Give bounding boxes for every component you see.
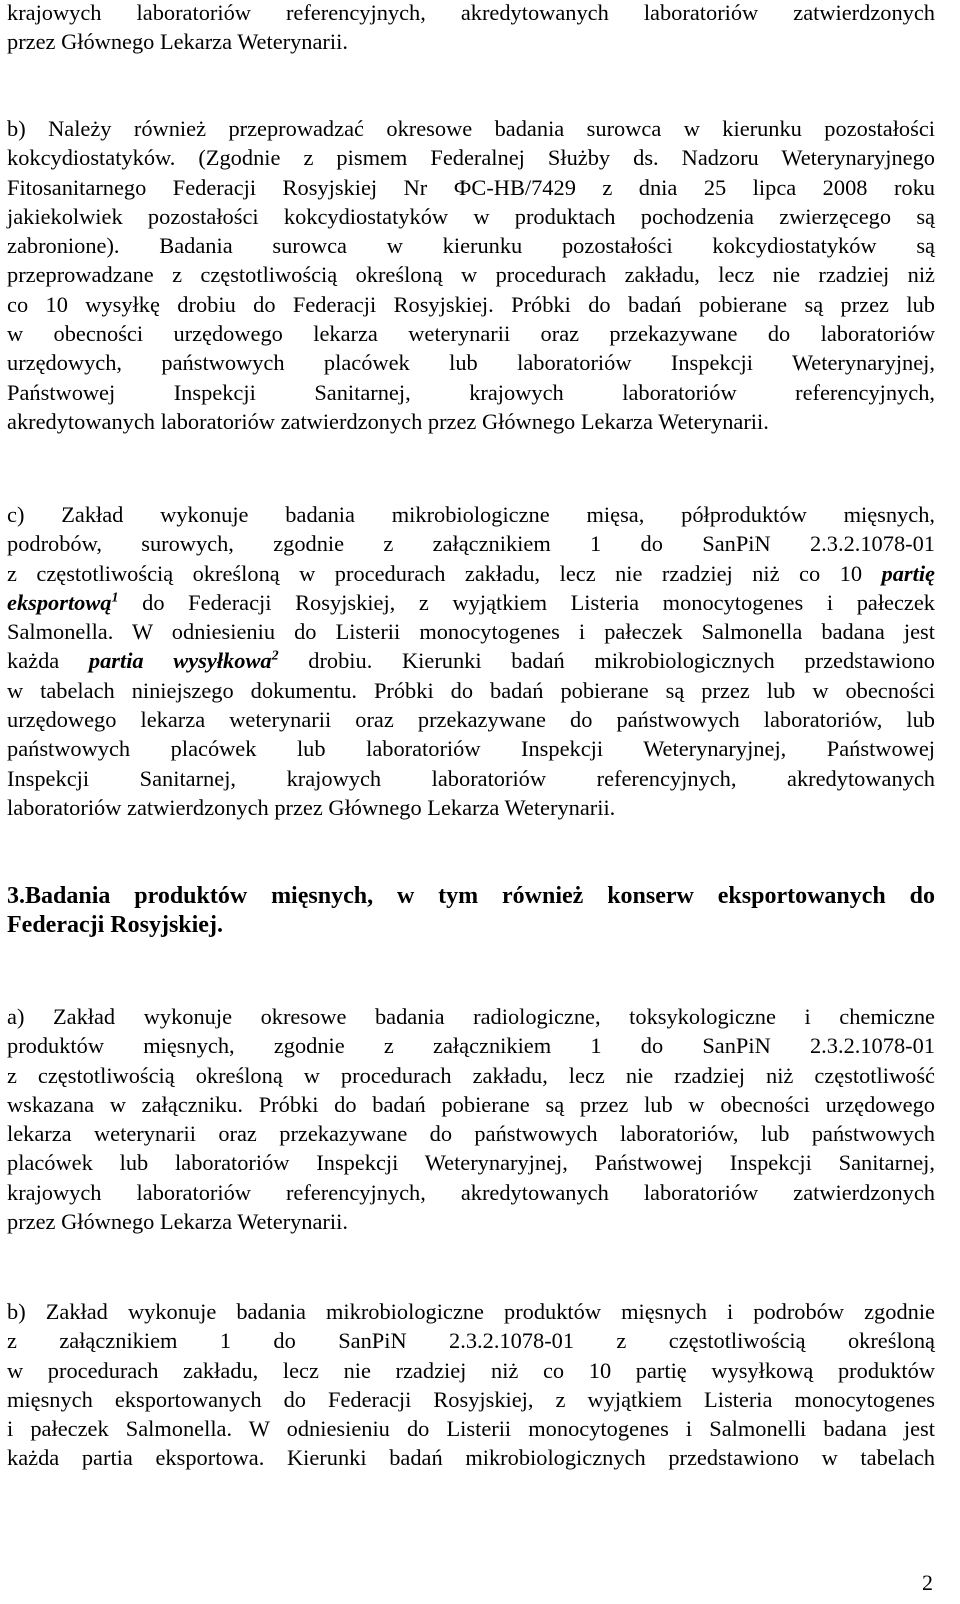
text-line: a) Zakład wykonuje okresowe badania radiologiczne, toksykologiczne i chemiczne	[7, 1004, 935, 1029]
text-line: w procedurach zakładu, lecz nie rzadziej niż co 10 partię wysyłkową produktów	[7, 1357, 935, 1383]
text-line	[7, 646, 935, 675]
emphasis-term: partia wysyłkowa	[88, 648, 272, 674]
footnote-ref: 1	[111, 590, 119, 606]
text-line: lekarza weterynarii oraz przekazywane do państwowych laboratoriów, lub państwowych	[7, 1121, 935, 1147]
text-run: drobiu. Kierunki badań mikrobiologicznych przedstawiono	[278, 648, 935, 674]
text-line: c) Zakład wykonuje badania mikrobiologiczne mięsa, półproduktów mięsnych,	[7, 502, 935, 527]
text-line: krajowych laboratoriów referencyjnych, akredytowanych laboratoriów zatwierdzonych	[7, 0, 935, 25]
text-line: wskazana w załączniku. Próbki do badań pobierane są przez lub w obecności urzędowego	[7, 1091, 935, 1117]
text-line: mięsnych eksportowanych do Federacji Rosyjskiej, z wyjątkiem Listeria monocytogenes	[7, 1386, 935, 1412]
text-line: z załącznikiem 1 do SanPiN 2.3.2.1078-01 z częstotliwością określoną	[7, 1328, 935, 1354]
section-heading-3	[7, 882, 935, 941]
paragraph-3a	[7, 1002, 935, 1236]
text-line: i pałeczek Salmonella. W odniesieniu do Listerii monocytogenes i Salmonelli badana jest	[7, 1416, 935, 1442]
text-line	[7, 559, 935, 588]
text-line: krajowych laboratoriów referencyjnych, akredytowanych laboratoriów zatwierdzonych	[7, 1179, 935, 1205]
text-line: jakiekolwiek pozostałości kokcydiostatyków w produktach pochodzenia zwierzęcego są	[7, 203, 935, 229]
text-line: b) Należy również przeprowadzać okresowe badania surowca w kierunku pozostałości	[7, 116, 935, 141]
heading-line: 3.Badania produktów mięsnych, w tym również konserw eksportowanych do	[7, 883, 935, 909]
text-run: do Federacji Rosyjskiej, z wyjątkiem Listeria monocytogenes i pałeczek	[118, 589, 935, 615]
text-line: Salmonella. W odniesieniu do Listerii monocytogenes i pałeczek Salmonella badana jest	[7, 619, 935, 645]
text-run: z częstotliwością określoną w procedurach zakładu, lecz nie rzadziej niż co 10	[7, 560, 882, 586]
text-line: produktów mięsnych, zgodnie z załącznikiem 1 do SanPiN 2.3.2.1078-01	[7, 1033, 935, 1059]
text-line: b) Zakład wykonuje badania mikrobiologiczne produktów mięsnych i podrobów zgodnie	[7, 1299, 935, 1324]
text-run: każda	[7, 648, 89, 674]
paragraph-2b	[7, 114, 935, 436]
text-line: przez Głównego Lekarza Weterynarii.	[7, 1209, 348, 1235]
text-line: państwowych placówek lub laboratoriów Inspekcji Weterynaryjnej, Państwowej	[7, 736, 935, 762]
footnote-ref: 2	[271, 649, 279, 665]
text-line: placówek lub laboratoriów Inspekcji Weterynaryjnej, Państwowej Inspekcji Sanitarnej,	[7, 1150, 935, 1176]
text-line: przeprowadzane z częstotliwością określoną w procedurach zakładu, lecz nie rzadziej niż	[7, 262, 935, 288]
text-line: kokcydiostatyków. (Zgodnie z pismem Federalnej Służby ds. Nadzoru Weterynaryjnego	[7, 145, 935, 171]
document-page	[7, 0, 935, 1604]
text-line: Fitosanitarnego Federacji Rosyjskiej Nr ФС-НВ/7429 z dnia 25 lipca 2008 roku	[7, 174, 935, 200]
text-line: akredytowanych laboratoriów zatwierdzonych przez Głównego Lekarza Weterynarii.	[7, 408, 769, 434]
heading-line: Federacji Rosyjskiej.	[7, 912, 223, 939]
text-line: przez Głównego Lekarza Weterynarii.	[7, 29, 348, 55]
paragraph-2c	[7, 500, 935, 822]
text-line	[7, 588, 935, 617]
text-line: podrobów, surowych, zgodnie z załącznikiem 1 do SanPiN 2.3.2.1078-01	[7, 531, 935, 557]
text-line: urzędowych, państwowych placówek lub laboratoriów Inspekcji Weterynaryjnej,	[7, 350, 935, 376]
text-line: zabronione). Badania surowca w kierunku pozostałości kokcydiostatyków są	[7, 233, 935, 259]
text-line: każda partia eksportowa. Kierunki badań mikrobiologicznych przedstawiono w tabelach	[7, 1445, 935, 1471]
text-line: urzędowego lekarza weterynarii oraz przekazywane do państwowych laboratoriów, lub	[7, 707, 935, 733]
text-line: laboratoriów zatwierdzonych przez Głównego Lekarza Weterynarii.	[7, 794, 616, 820]
emphasis-term: partię	[881, 560, 935, 586]
emphasis-term: eksportową	[7, 589, 112, 615]
page-number: 2	[922, 1570, 933, 1595]
paragraph-3b	[7, 1297, 935, 1473]
text-line: Państwowej Inspekcji Sanitarnej, krajowych laboratoriów referencyjnych,	[7, 379, 935, 405]
text-line: w obecności urzędowego lekarza weterynarii oraz przekazywane do laboratoriów	[7, 321, 935, 347]
paragraph-continuation	[7, 0, 935, 57]
text-line: Inspekcji Sanitarnej, krajowych laboratoriów referencyjnych, akredytowanych	[7, 765, 935, 791]
text-line: w tabelach niniejszego dokumentu. Próbki do badań pobierane są przez lub w obecności	[7, 677, 935, 703]
text-line: co 10 wysyłkę drobiu do Federacji Rosyjskiej. Próbki do badań pobierane są przez lub	[7, 291, 935, 317]
text-line: z częstotliwością określoną w procedurach zakładu, lecz nie rzadziej niż częstotliwość	[7, 1062, 935, 1088]
